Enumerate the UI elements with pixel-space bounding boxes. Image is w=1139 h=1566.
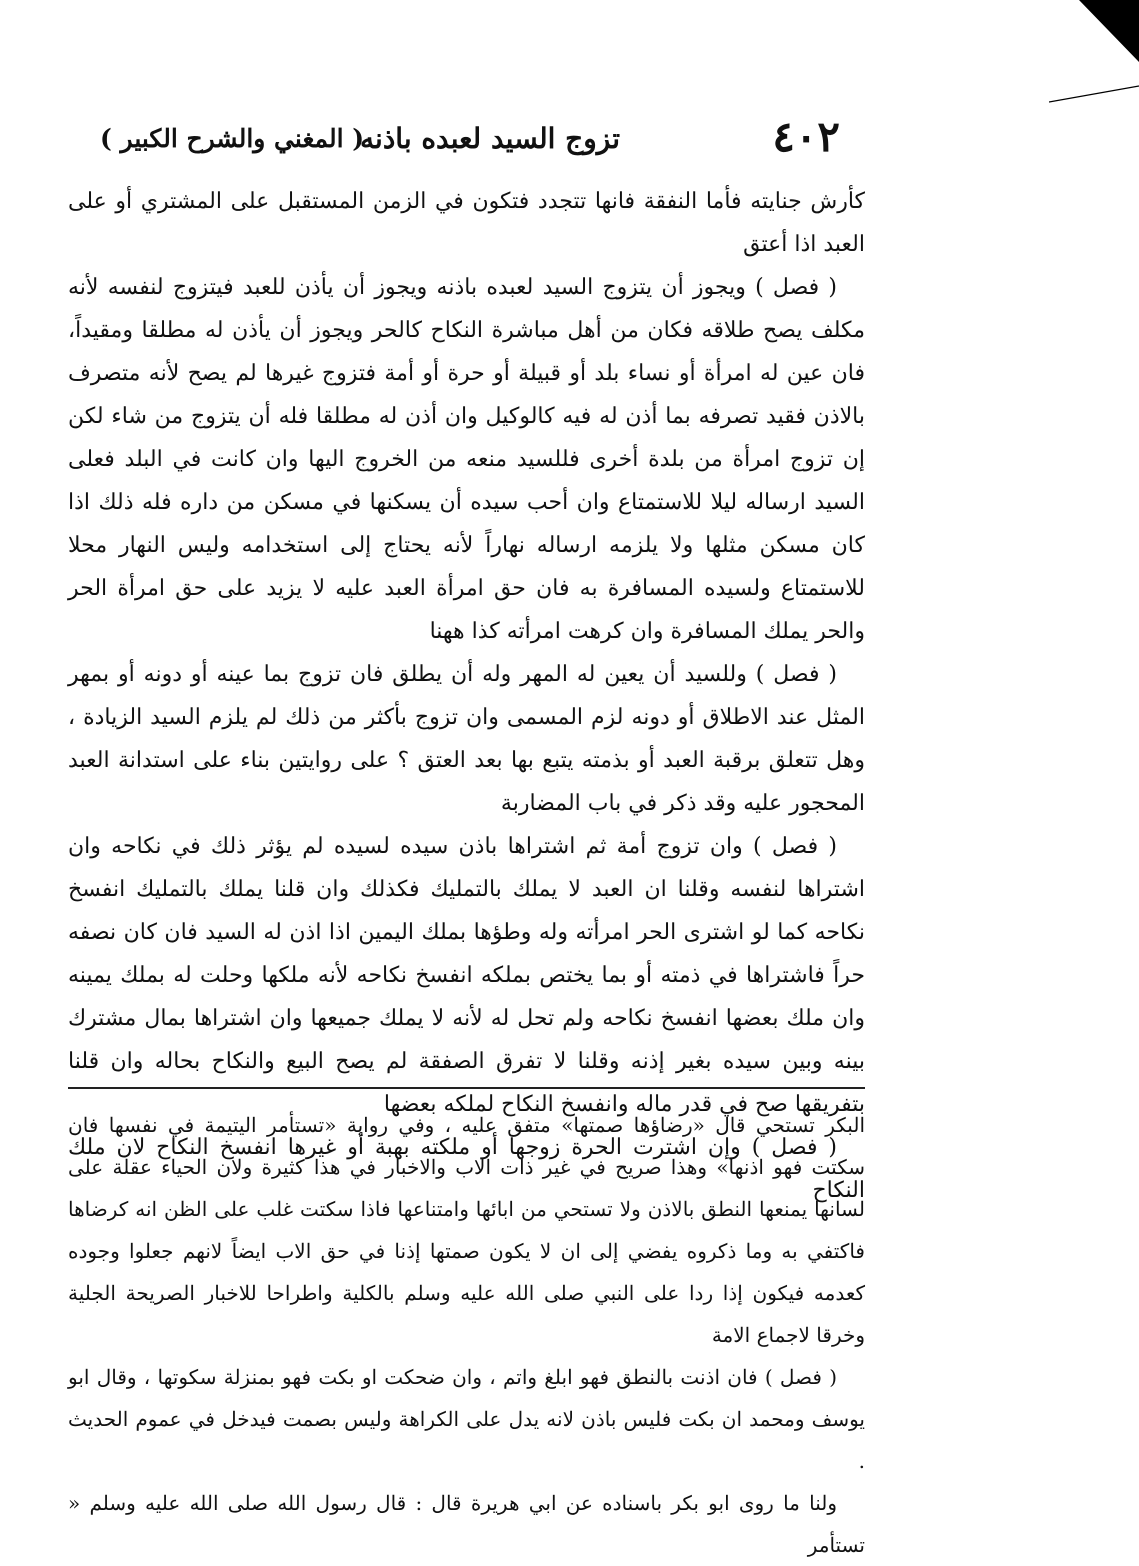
page-header [100,112,840,162]
main-paragraph-section-2: ( فصل ) وللسيد أن يعين له المهر وله أن يطلق فان تزوج بما عينه أو دونه أو بمهر المثل عند الاطلاق أو دونه لزم المسمى وان تزوج بأكثر من ذلك لم يلزم السيد الزيادة ، وهل تتعلق برقبة العبد أو بذمته يتبع بها بعد العتق ؟ على روايتين بناء على استدانة العبد المحجور عليه وقد ذكر في باب المضاربة [68,662,865,816]
main-paragraph-section-3: ( فصل ) وان تزوج أمة ثم اشتراها باذن سيده لسيده لم يؤثر ذلك في نكاحه وان اشتراها لنفسه وقلنا ان العبد لا يملك بالتمليك فكذلك وان قلنا يملك بالتمليك انفسخ نكاحه كما لو اشترى الحر امرأته وله وطؤها بملك اليمين اذا اذن له السيد فان كان نصفه حراً فاشتراها في ذمته أو بما يختص بملكه انفسخ نكاحه لأنه ملكها وحلت له بملك يمينه وان ملك بعضها انفسخ نكاحه ولم تحل له لأنه لا يملك جميعها وان اشتراها بمال مشترك بينه وبين سيده بغير إذنه وقلنا لا تفرق الصفقة لم يصح البيع والنكاح بحاله وان قلنا بتفريقها صح في قدر ماله وانفسخ النكاح لملكه بعضها [68,834,866,1117]
text-divider [68,1087,865,1089]
scan-corner-artifact [1039,0,1139,70]
book-title: ( المغني والشرح الكبير ) [100,124,365,153]
main-text-body [68,180,865,1212]
lower-text-body [68,1104,865,1566]
main-paragraph-section-1: ( فصل ) ويجوز أن يتزوج السيد لعبده باذنه ويجوز أن يأذن للعبد فيتزوج لنفسه لأنه مكلف يصح طلاقه فكان من أهل مباشرة النكاح كالحر ويجوز أن يأذن له مطلقا ومقيداً، فان عين له امرأة أو نساء بلد أو قبيلة أو حرة أو أمة فتزوج غيرها لم يصح لأنه متصرف بالاذن فقيد تصرفه بما أذن له فيه كالوكيل وان أذن له مطلقا فله أن يتزوج من شاء لكن إن تزوج امرأة من بلدة أخرى فللسيد منعه من الخروج اليها وان كانت في البلد فعلى السيد ارساله ليلا للاستمتاع وان أحب سيده أن يسكنها في مسكن من داره فله ذلك اذا كان مسكن مثلها ولا يلزمه ارساله نهاراً لأنه يحتاج إلى استخدامه وليس النهار محلا للاستمتاع ولسيده المسافرة به فان حق امرأة العبد عليه لا يزيد على حق امرأة الحر والحر يملك المسافرة وان كرهت امرأته كذا ههنا [68,275,865,644]
running-title: تزوج السيد لعبده باذنه [360,122,620,155]
main-paragraph-continuation: كأرش جنايته فأما النفقة فانها تتجدد فتكون في الزمن المستقبل على المشتري أو على العبد اذا أعتق [68,189,865,257]
scan-edge-line [1049,80,1139,110]
lower-paragraph-2: ( فصل ) فان اذنت بالنطق فهو ابلغ واتم ، وان ضحكت او بكت فهو بمنزلة سكوتها ، وقال ابو يوسف ومحمد ان بكت فليس باذن لانه يدل على الكراهة وليس بصمت فيدخل في عموم الحديث . [68,1365,865,1473]
page-number: ٤٠٢ [772,112,840,161]
main-paragraph-section-4: ( فصل ) وإن اشترت الحرة زوجها أو ملكته بهبة أو غيرها انفسخ النكاح لان ملك النكاح [68,1135,865,1203]
lower-paragraph-1: البكر تستحي قال «رضاؤها صمتها» متفق عليه ، وفي رواية «تستأمر اليتيمة في نفسها فان سكتت فهو اذنها» وهذا صريح في غير ذات الاب والاخبار في هذا كثيرة ولان الحياء عقلة على لسانها يمنعها النطق بالاذن ولا تستحي من ابائها وامتناعها فاذا سكتت غلب على الظن انه كرضاها فاكتفي به وما ذكروه يفضي إلى ان لا يكون صمتها إذنا في حق الاب ايضاً لانهم جعلوا وجوده كعدمه فيكون إذا ردا على النبي صلى الله عليه وسلم بالكلية واطراحا للاخبار الصريحة الجلية وخرقا لاجماع الامة [68,1113,865,1347]
lower-paragraph-3: ولنا ما روى ابو بكر باسناده عن ابي هريرة قال : قال رسول الله صلى الله عليه وسلم « تستأمر [68,1491,865,1557]
